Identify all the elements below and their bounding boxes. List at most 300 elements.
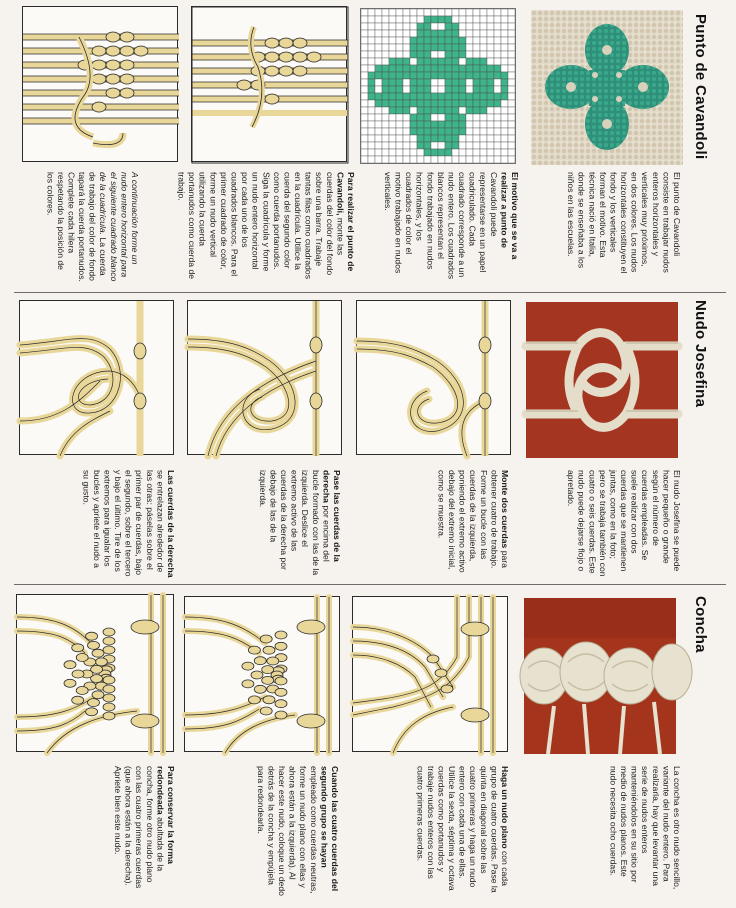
- grid-cell: [403, 86, 410, 93]
- grid-cell: [368, 72, 375, 79]
- grid-cell: [396, 9, 403, 16]
- grid-cell: [445, 9, 452, 16]
- grid-cell: [368, 156, 375, 163]
- grid-cell: [368, 65, 375, 72]
- grid-cell: [508, 156, 515, 163]
- grid-cell: [438, 93, 445, 100]
- grid-cell: [389, 51, 396, 58]
- grid-cell: [473, 23, 480, 30]
- cavandoli-step-4-lead: A continuación forme un nudo entero horizontal para el siguiente cuadrado blanco de la cuadrícula.: [98, 172, 140, 282]
- grid-cell: [361, 65, 368, 72]
- josefina-diagram-1: [356, 300, 511, 455]
- grid-cell: [431, 149, 438, 156]
- grid-cell: [382, 128, 389, 135]
- grid-cell: [452, 44, 459, 51]
- grid-cell: [487, 93, 494, 100]
- grid-cell: [410, 30, 417, 37]
- grid-cell: [403, 65, 410, 72]
- cavandoli-step-3: [176, 172, 356, 282]
- grid-cell: [361, 51, 368, 58]
- grid-cell: [396, 44, 403, 51]
- grid-cell: [389, 37, 396, 44]
- grid-cell: [375, 100, 382, 107]
- grid-cell: [375, 72, 382, 79]
- grid-cell: [396, 23, 403, 30]
- grid-cell: [382, 142, 389, 149]
- grid-cell: [375, 149, 382, 156]
- grid-cell: [480, 72, 487, 79]
- josefina-step-1: [418, 470, 510, 578]
- grid-cell: [424, 79, 431, 86]
- grid-cell: [396, 86, 403, 93]
- grid-cell: [368, 114, 375, 121]
- grid-cell: [501, 23, 508, 30]
- grid-cell: [508, 100, 515, 107]
- pattern-grid: [360, 8, 516, 164]
- grid-cell: [508, 16, 515, 23]
- grid-cell: [473, 58, 480, 65]
- grid-cell: [459, 128, 466, 135]
- grid-cell: [445, 23, 452, 30]
- grid-cell: [396, 121, 403, 128]
- grid-cell: [466, 9, 473, 16]
- grid-cell: [424, 107, 431, 114]
- grid-cell: [508, 142, 515, 149]
- grid-cell: [361, 149, 368, 156]
- grid-cell: [473, 142, 480, 149]
- grid-cell: [424, 114, 431, 121]
- shell-knot: [248, 696, 260, 704]
- grid-cell: [466, 37, 473, 44]
- grid-cell: [452, 156, 459, 163]
- grid-cell: [361, 107, 368, 114]
- grid-cell: [494, 128, 501, 135]
- grid-cell: [410, 128, 417, 135]
- grid-cell: [368, 58, 375, 65]
- grid-cell: [487, 44, 494, 51]
- grid-cell: [389, 107, 396, 114]
- grid-cell: [382, 114, 389, 121]
- grid-cell: [431, 9, 438, 16]
- grid-cell: [480, 65, 487, 72]
- grid-cell: [424, 100, 431, 107]
- grid-cell: [466, 100, 473, 107]
- grid-cell: [368, 51, 375, 58]
- concha-step-3-lead: Para conservar la forma redondeada: [155, 766, 176, 864]
- grid-cell: [501, 16, 508, 23]
- grid-cell: [438, 128, 445, 135]
- grid-cell: [487, 100, 494, 107]
- grid-cell: [452, 100, 459, 107]
- grid-cell: [445, 79, 452, 86]
- grid-cell: [508, 37, 515, 44]
- grid-cell: [438, 9, 445, 16]
- josefina-step-3-lead: Las cuerdas de la derecha: [166, 470, 176, 578]
- grid-cell: [508, 121, 515, 128]
- grid-cell: [368, 149, 375, 156]
- grid-cell: [494, 121, 501, 128]
- grid-cell: [382, 72, 389, 79]
- grid-cell: [417, 9, 424, 16]
- grid-cell: [508, 44, 515, 51]
- grid-cell: [501, 44, 508, 51]
- concha-intro-text: La concha es otro nudo sencillo, variante del nudo entero. Para realizarla, hay que levantar una serie de nudos enteros manteniéndolos en su sitio por medio de nudos planos. Este nudo necesita ocho cuerdas.: [608, 766, 682, 890]
- grid-cell: [424, 135, 431, 142]
- grid-cell: [494, 30, 501, 37]
- grid-cell: [508, 128, 515, 135]
- grid-cell: [403, 44, 410, 51]
- grid-cell: [501, 100, 508, 107]
- grid-cell: [382, 37, 389, 44]
- grid-cell: [375, 16, 382, 23]
- grid-cell: [431, 72, 438, 79]
- grid-cell: [396, 58, 403, 65]
- grid-cell: [375, 107, 382, 114]
- section-divider-1: [14, 292, 726, 293]
- concha-step-1-lead: Haga un nudo plano: [500, 766, 510, 849]
- grid-cell: [403, 51, 410, 58]
- grid-cell: [452, 79, 459, 86]
- grid-cell: [438, 16, 445, 23]
- grid-cell: [473, 51, 480, 58]
- grid-cell: [480, 9, 487, 16]
- grid-cell: [410, 121, 417, 128]
- grid-cell: [452, 30, 459, 37]
- grid-cell: [403, 37, 410, 44]
- grid-cell: [396, 93, 403, 100]
- grid-cell: [361, 86, 368, 93]
- shell-knot: [86, 632, 98, 640]
- grid-cell: [487, 65, 494, 72]
- grid-cell: [410, 51, 417, 58]
- shell-knot: [248, 646, 260, 654]
- shell-knot: [242, 680, 254, 688]
- grid-cell: [417, 135, 424, 142]
- grid-cell: [382, 58, 389, 65]
- grid-cell: [459, 16, 466, 23]
- grid-cell: [501, 65, 508, 72]
- grid-cell: [445, 114, 452, 121]
- grid-cell: [431, 37, 438, 44]
- grid-cell: [382, 135, 389, 142]
- grid-cell: [417, 100, 424, 107]
- grid-cell: [445, 44, 452, 51]
- grid-cell: [382, 93, 389, 100]
- grid-cell: [466, 86, 473, 93]
- grid-cell: [480, 156, 487, 163]
- grid-cell: [368, 121, 375, 128]
- shell-knot: [72, 696, 84, 704]
- grid-cell: [431, 51, 438, 58]
- grid-cell: [452, 72, 459, 79]
- grid-cell: [487, 51, 494, 58]
- grid-cell: [480, 114, 487, 121]
- grid-cell: [389, 93, 396, 100]
- grid-cell: [389, 72, 396, 79]
- grid-cell: [410, 135, 417, 142]
- grid-cell: [501, 93, 508, 100]
- cavandoli-intro-text: El punto de Cavandoli consiste en trabajar nudos enteros horizontales y verticales muy próximos, en dos colores. Los nudos horizontales constituyen el fondo y los verticales forman el motivo. Esta técnica nació en Italia, donde se enseñaba a los niños en las escuelas.: [566, 172, 682, 274]
- josefina-diagram-3: [19, 300, 174, 455]
- grid-cell: [466, 79, 473, 86]
- grid-cell: [459, 149, 466, 156]
- shell-knot: [88, 641, 100, 649]
- grid-cell: [480, 51, 487, 58]
- grid-cell: [389, 16, 396, 23]
- grid-cell: [438, 44, 445, 51]
- grid-cell: [459, 100, 466, 107]
- grid-cell: [452, 58, 459, 65]
- grid-cell: [501, 9, 508, 16]
- grid-cell: [494, 79, 501, 86]
- grid-cell: [417, 16, 424, 23]
- cavandoli-step-4-text: La cuerda de trabajo del color de fondo tapará la cuerda portanudos. Complete cada hilera respetando la posición de los colores.: [45, 172, 109, 282]
- grid-cell: [508, 93, 515, 100]
- grid-cell: [459, 51, 466, 58]
- grid-cell: [445, 51, 452, 58]
- grid-cell: [389, 23, 396, 30]
- grid-cell: [487, 107, 494, 114]
- grid-cell: [417, 114, 424, 121]
- grid-cell: [424, 30, 431, 37]
- grid-cell: [494, 51, 501, 58]
- grid-cell: [389, 128, 396, 135]
- grid-cell: [417, 37, 424, 44]
- shell-knot: [275, 631, 287, 639]
- section-title-josefina: Nudo Josefina: [692, 300, 709, 408]
- grid-cell: [501, 79, 508, 86]
- grid-cell: [382, 51, 389, 58]
- grid-cell: [459, 23, 466, 30]
- shell-knot: [76, 687, 88, 695]
- grid-cell: [403, 72, 410, 79]
- grid-cell: [466, 107, 473, 114]
- grid-cell: [375, 51, 382, 58]
- grid-cell: [466, 121, 473, 128]
- grid-cell: [368, 23, 375, 30]
- shell-knot: [275, 711, 287, 719]
- grid-cell: [487, 72, 494, 79]
- grid-cell: [466, 65, 473, 72]
- grid-cell: [501, 51, 508, 58]
- concha-step-1: [382, 766, 510, 898]
- grid-cell: [473, 114, 480, 121]
- grid-cell: [494, 100, 501, 107]
- grid-cell: [382, 16, 389, 23]
- grid-cell: [445, 149, 452, 156]
- grid-cell: [466, 149, 473, 156]
- grid-cell: [501, 58, 508, 65]
- grid-cell: [403, 142, 410, 149]
- grid-cell: [361, 58, 368, 65]
- grid-cell: [382, 156, 389, 163]
- grid-cell: [431, 65, 438, 72]
- grid-cell: [410, 16, 417, 23]
- cavandoli-step-2: [382, 172, 520, 280]
- grid-cell: [459, 156, 466, 163]
- grid-cell: [452, 149, 459, 156]
- grid-cell: [424, 128, 431, 135]
- grid-cell: [466, 51, 473, 58]
- grid-cell: [452, 51, 459, 58]
- grid-cell: [396, 72, 403, 79]
- grid-cell: [396, 79, 403, 86]
- grid-cell: [389, 142, 396, 149]
- concha-diagram-3: [16, 594, 174, 752]
- grid-cell: [368, 79, 375, 86]
- grid-cell: [424, 23, 431, 30]
- grid-cell: [403, 9, 410, 16]
- grid-cell: [438, 135, 445, 142]
- grid-cell: [403, 135, 410, 142]
- grid-cell: [368, 107, 375, 114]
- grid-cell: [487, 16, 494, 23]
- grid-cell: [361, 156, 368, 163]
- grid-cell: [501, 114, 508, 121]
- grid-cell: [466, 128, 473, 135]
- grid-cell: [473, 30, 480, 37]
- grid-cell: [438, 65, 445, 72]
- grid-cell: [508, 72, 515, 79]
- cavandoli-step-4: [18, 172, 140, 282]
- grid-cell: [452, 65, 459, 72]
- grid-cell: [452, 9, 459, 16]
- grid-cell: [424, 156, 431, 163]
- grid-cell: [473, 93, 480, 100]
- grid-cell: [494, 107, 501, 114]
- grid-cell: [487, 58, 494, 65]
- grid-cell: [473, 79, 480, 86]
- grid-cell: [382, 149, 389, 156]
- grid-cell: [459, 79, 466, 86]
- grid-cell: [487, 156, 494, 163]
- grid-cell: [494, 93, 501, 100]
- shell-knot: [92, 649, 104, 657]
- grid-cell: [459, 107, 466, 114]
- shell-knot: [64, 661, 76, 669]
- grid-cell: [410, 65, 417, 72]
- grid-cell: [452, 142, 459, 149]
- grid-cell: [452, 37, 459, 44]
- grid-cell: [501, 142, 508, 149]
- grid-cell: [508, 65, 515, 72]
- grid-cell: [487, 149, 494, 156]
- grid-cell: [487, 142, 494, 149]
- grid-cell: [396, 51, 403, 58]
- grid-cell: [487, 23, 494, 30]
- grid-cell: [396, 65, 403, 72]
- grid-cell: [382, 79, 389, 86]
- grid-cell: [361, 44, 368, 51]
- grid-cell: [431, 107, 438, 114]
- grid-cell: [389, 100, 396, 107]
- grid-cell: [368, 16, 375, 23]
- grid-cell: [445, 37, 452, 44]
- grid-cell: [487, 30, 494, 37]
- concha-step-2-text: empleado como cuerdas neutras, forme un nudo plano con ellas y ahora están a la izquierda). Al hacer este nudo, coloque un dedo detrás de la concha y empújela para redondearla.: [255, 766, 319, 896]
- shell-knot: [103, 703, 115, 711]
- grid-cell: [431, 79, 438, 86]
- grid-cell: [508, 58, 515, 65]
- grid-cell: [501, 30, 508, 37]
- grid-cell: [410, 9, 417, 16]
- grid-cell: [487, 135, 494, 142]
- grid-cell: [424, 65, 431, 72]
- grid-cell: [459, 142, 466, 149]
- grid-cell: [424, 44, 431, 51]
- shell-knot: [254, 657, 266, 665]
- grid-cell: [445, 72, 452, 79]
- grid-cell: [389, 86, 396, 93]
- grid-cell: [494, 37, 501, 44]
- grid-cell: [410, 114, 417, 121]
- cavandoli-step-2-lead: El motivo que se va a realizar a punto de: [499, 172, 520, 260]
- grid-cell: [417, 23, 424, 30]
- shell-knot: [242, 662, 254, 670]
- grid-cell: [410, 58, 417, 65]
- grid-cell: [417, 30, 424, 37]
- grid-cell: [473, 72, 480, 79]
- grid-cell: [494, 72, 501, 79]
- grid-cell: [389, 114, 396, 121]
- grid-cell: [417, 156, 424, 163]
- grid-cell: [382, 65, 389, 72]
- grid-cell: [375, 65, 382, 72]
- josefina-intro: [566, 470, 682, 578]
- grid-cell: [424, 72, 431, 79]
- shell-knot: [86, 708, 98, 716]
- grid-cell: [487, 37, 494, 44]
- grid-cell: [396, 142, 403, 149]
- grid-cell: [417, 72, 424, 79]
- josefina-step-2-lead: Pase las cuerdas de la derecha: [321, 470, 342, 562]
- grid-cell: [466, 72, 473, 79]
- grid-cell: [368, 135, 375, 142]
- grid-cell: [375, 37, 382, 44]
- grid-cell: [431, 93, 438, 100]
- grid-cell: [361, 100, 368, 107]
- grid-cell: [382, 23, 389, 30]
- shell-knot: [275, 688, 287, 696]
- grid-cell: [452, 93, 459, 100]
- grid-cell: [417, 58, 424, 65]
- grid-cell: [417, 107, 424, 114]
- grid-cell: [403, 100, 410, 107]
- grid-cell: [494, 16, 501, 23]
- grid-cell: [431, 16, 438, 23]
- grid-cell: [424, 9, 431, 16]
- concha-intro: [596, 766, 682, 898]
- grid-cell: [508, 9, 515, 16]
- grid-cell: [508, 30, 515, 37]
- josefina-step-3-text: se entrelazan alrededor de las otras: páselas sobre el primer par de cuerdas, bajo el segundo, sobre el tercero y bajo el último. Tire de los extremos para igualar los bucles y apriete el nudo a su gusto.: [81, 470, 166, 577]
- grid-cell: [459, 30, 466, 37]
- grid-cell: [403, 93, 410, 100]
- grid-cell: [375, 79, 382, 86]
- grid-cell: [480, 100, 487, 107]
- grid-cell: [494, 9, 501, 16]
- grid-cell: [459, 65, 466, 72]
- grid-cell: [389, 30, 396, 37]
- grid-cell: [438, 37, 445, 44]
- grid-cell: [466, 142, 473, 149]
- grid-cell: [459, 114, 466, 121]
- grid-cell: [431, 121, 438, 128]
- grid-cell: [480, 86, 487, 93]
- shell-knot: [263, 646, 275, 654]
- grid-cell: [396, 149, 403, 156]
- grid-cell: [494, 142, 501, 149]
